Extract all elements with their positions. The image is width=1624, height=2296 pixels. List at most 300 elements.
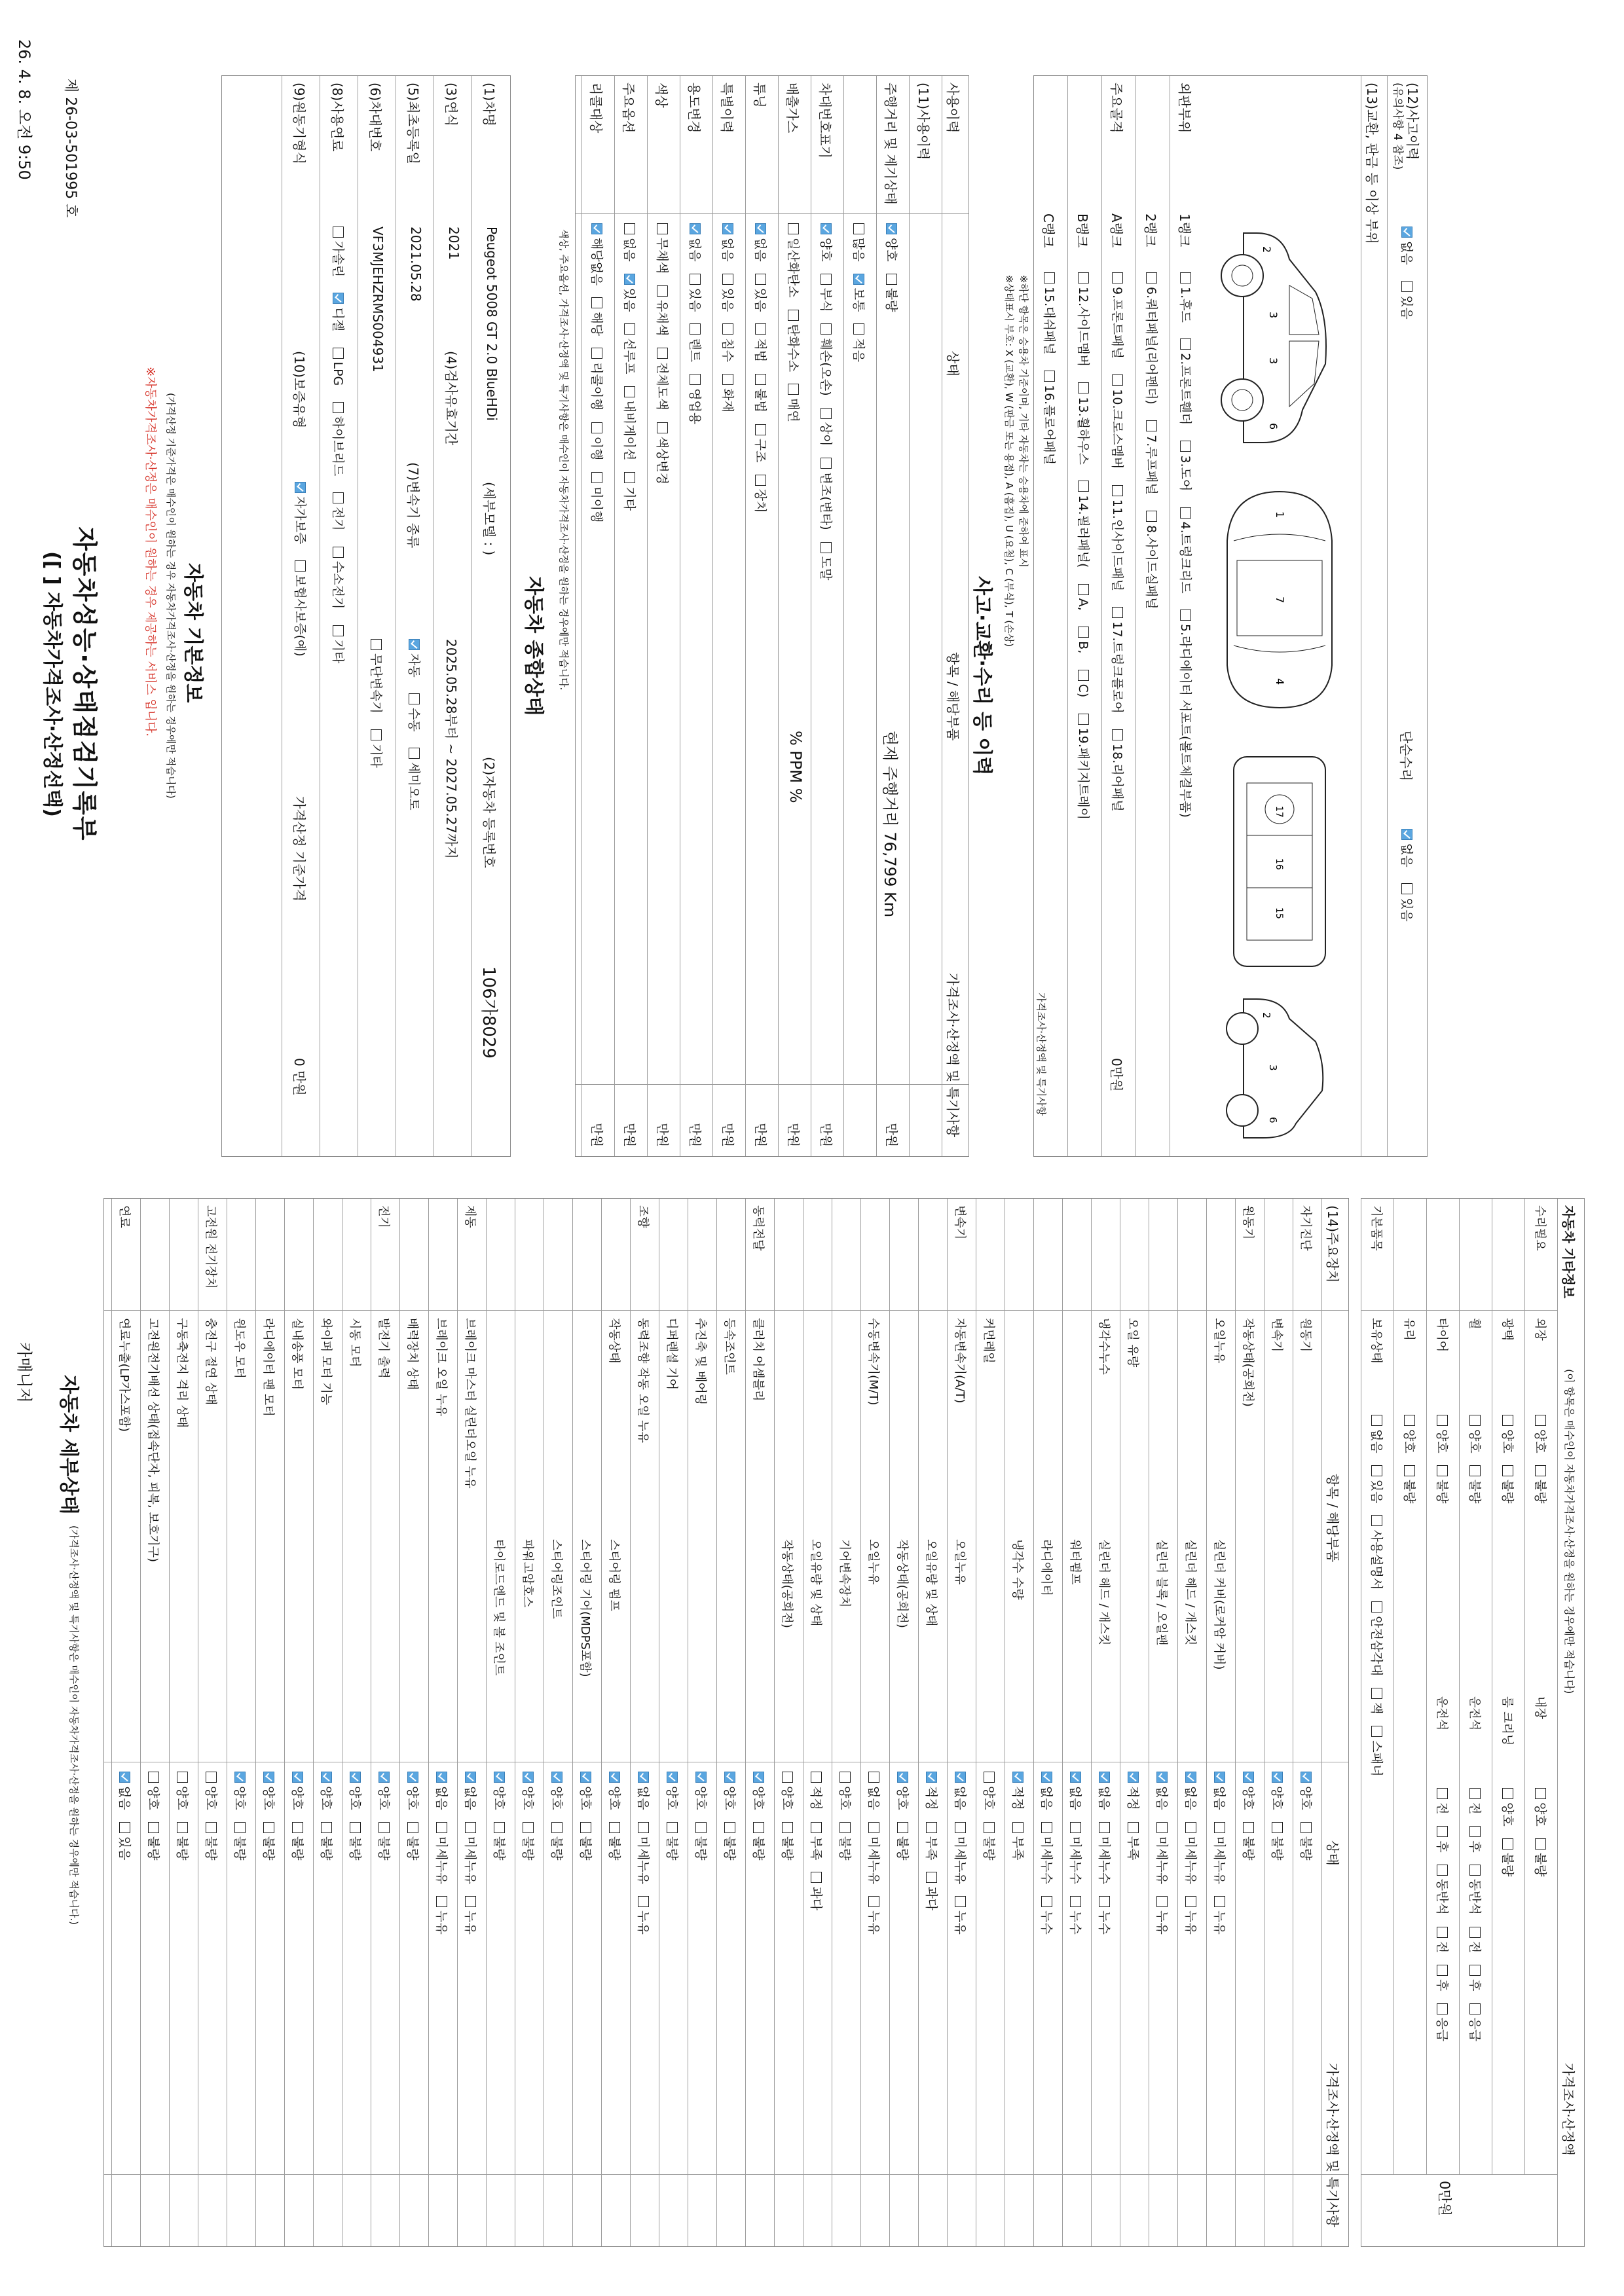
checkbox-option[interactable]: 불량 — [750, 1822, 768, 1861]
checkbox-option[interactable]: 불량 — [578, 1822, 595, 1861]
checkbox-option[interactable]: 미세누유 — [434, 1822, 451, 1884]
checkbox-option[interactable]: 양호 — [1532, 1415, 1550, 1453]
checked-icon[interactable] — [1272, 1772, 1283, 1783]
unchecked-icon[interactable] — [1371, 1515, 1382, 1526]
checkbox-option[interactable]: 불량 — [1240, 1822, 1258, 1861]
checkbox-option[interactable]: 화재 — [720, 374, 737, 412]
unchecked-icon[interactable] — [1502, 1838, 1513, 1850]
unchecked-icon[interactable] — [1404, 1415, 1415, 1426]
checkbox-option[interactable]: 전 — [1434, 1788, 1452, 1814]
checked-icon[interactable] — [926, 1772, 937, 1783]
checkbox-option[interactable]: 적법 — [752, 323, 770, 362]
checkbox-option[interactable]: 양호 — [376, 1772, 394, 1810]
checked-icon[interactable] — [755, 223, 766, 234]
checkbox-option[interactable]: 부족 — [923, 1822, 941, 1861]
checkbox-option[interactable]: 구조 — [752, 424, 770, 463]
checkbox-option[interactable]: 불량 — [779, 1822, 797, 1861]
checked-icon[interactable] — [955, 1772, 966, 1783]
checkbox-option[interactable]: 일산화탄소 — [785, 223, 803, 298]
checkbox-option[interactable]: 부족 — [1010, 1822, 1027, 1861]
checkbox-option[interactable]: 누수 — [1096, 1896, 1114, 1935]
checked-icon[interactable] — [119, 1772, 130, 1783]
checkbox-option[interactable]: 미세누수 — [1067, 1822, 1085, 1884]
unchecked-icon[interactable] — [821, 408, 832, 419]
unchecked-icon[interactable] — [321, 1822, 332, 1833]
checkbox-option[interactable]: 양호 — [1500, 1788, 1517, 1827]
checkbox-option[interactable]: 양호 — [261, 1772, 278, 1810]
checkbox-option[interactable]: 이행 — [589, 422, 606, 461]
checkbox-option[interactable]: 양호 — [174, 1772, 192, 1810]
checkbox-option[interactable]: 누유 — [1183, 1896, 1200, 1935]
checkbox-option[interactable]: 안전삼각대 — [1369, 1601, 1386, 1676]
checkbox-option[interactable]: 양호 — [818, 223, 836, 262]
unchecked-icon[interactable] — [206, 1822, 217, 1833]
checked-icon[interactable] — [695, 1772, 707, 1783]
checkbox-option[interactable]: 양호 — [1401, 1415, 1419, 1453]
unchecked-icon[interactable] — [897, 1822, 908, 1833]
checkbox-option[interactable]: 없음 — [1067, 1772, 1085, 1810]
checkbox-option[interactable]: 없음 — [1096, 1772, 1114, 1810]
unchecked-icon[interactable] — [591, 297, 602, 308]
unchecked-icon[interactable] — [690, 274, 701, 285]
unchecked-icon[interactable] — [1469, 1788, 1481, 1799]
checked-icon[interactable] — [624, 274, 635, 285]
checkbox-option[interactable]: 양호 — [203, 1772, 221, 1810]
unchecked-icon[interactable] — [955, 1822, 966, 1833]
unchecked-icon[interactable] — [1437, 1788, 1448, 1799]
unchecked-icon[interactable] — [1437, 1826, 1448, 1837]
checked-icon[interactable] — [350, 1772, 361, 1783]
unchecked-icon[interactable] — [1371, 1726, 1382, 1737]
unchecked-icon[interactable] — [119, 1822, 130, 1833]
checked-icon[interactable] — [1243, 1772, 1254, 1783]
checkbox-option[interactable]: 없음 — [720, 223, 737, 262]
unchecked-icon[interactable] — [1535, 1788, 1546, 1799]
checkbox-option[interactable]: 부식 — [818, 274, 836, 312]
checkbox-option[interactable]: 양호 — [232, 1772, 249, 1810]
checkbox-option[interactable]: 불량 — [318, 1822, 336, 1861]
unchecked-icon[interactable] — [1371, 1688, 1382, 1699]
unchecked-icon[interactable] — [206, 1772, 217, 1783]
checked-icon[interactable] — [722, 223, 733, 234]
unchecked-icon[interactable] — [1502, 1788, 1513, 1799]
checkbox-option[interactable]: 없음 — [1183, 1772, 1200, 1810]
unchecked-icon[interactable] — [1437, 1415, 1448, 1426]
checkbox-option[interactable]: 불량 — [1500, 1465, 1517, 1504]
checkbox-option[interactable]: 불량 — [1434, 1465, 1452, 1504]
checkbox-option[interactable]: 불량 — [1269, 1822, 1287, 1861]
checkbox-option[interactable]: 불량 — [203, 1822, 221, 1861]
unchecked-icon[interactable] — [263, 1822, 274, 1833]
unchecked-icon[interactable] — [591, 422, 602, 433]
unchecked-icon[interactable] — [1041, 1822, 1052, 1833]
unchecked-icon[interactable] — [523, 1822, 534, 1833]
checked-icon[interactable] — [853, 274, 864, 285]
unchecked-icon[interactable] — [1469, 1927, 1481, 1938]
checkbox-option[interactable]: 영업용 — [687, 374, 705, 424]
checkbox-option[interactable]: 미세누수 — [1096, 1822, 1114, 1884]
checkbox-option[interactable]: 불량 — [491, 1822, 509, 1861]
checkbox-option[interactable]: 없음 — [1039, 1772, 1056, 1810]
checked-icon[interactable] — [465, 1772, 476, 1783]
checkbox-option[interactable]: 스패너 — [1369, 1726, 1386, 1776]
unchecked-icon[interactable] — [436, 1822, 447, 1833]
unchecked-icon[interactable] — [755, 323, 766, 335]
checkbox-option[interactable]: 후 — [1434, 1965, 1452, 1991]
checkbox-option[interactable]: 양호 — [1298, 1772, 1316, 1810]
unchecked-icon[interactable] — [840, 1772, 851, 1783]
unchecked-icon[interactable] — [1041, 1896, 1052, 1907]
checked-icon[interactable] — [1012, 1772, 1024, 1783]
unchecked-icon[interactable] — [722, 323, 733, 335]
unchecked-icon[interactable] — [821, 458, 832, 469]
checkbox-option[interactable]: 색상변경 — [654, 422, 672, 484]
checkbox-option[interactable]: 불량 — [232, 1822, 249, 1861]
unchecked-icon[interactable] — [657, 285, 668, 297]
unchecked-icon[interactable] — [591, 348, 602, 359]
checked-icon[interactable] — [1041, 1772, 1052, 1783]
checkbox-option[interactable]: 응급 — [1434, 2003, 1452, 2042]
unchecked-icon[interactable] — [609, 1822, 620, 1833]
unchecked-icon[interactable] — [868, 1822, 879, 1833]
checkbox-option[interactable]: 매연 — [785, 384, 803, 422]
checkbox-option[interactable]: 양호 — [981, 1772, 999, 1810]
checked-icon[interactable] — [724, 1772, 735, 1783]
unchecked-icon[interactable] — [1012, 1822, 1024, 1833]
checkbox-option[interactable]: 기타 — [621, 472, 639, 511]
unchecked-icon[interactable] — [1437, 2003, 1448, 2014]
checkbox-option[interactable]: 미세누유 — [462, 1822, 480, 1884]
checked-icon[interactable] — [1156, 1772, 1168, 1783]
checkbox-option[interactable]: 적정 — [923, 1772, 941, 1810]
unchecked-icon[interactable] — [1156, 1822, 1168, 1833]
checkbox-option[interactable]: 불량 — [837, 1822, 855, 1861]
unchecked-icon[interactable] — [1437, 1965, 1448, 1976]
checkbox-option[interactable]: 없음 — [635, 1772, 653, 1810]
checked-icon[interactable] — [292, 1772, 303, 1783]
unchecked-icon[interactable] — [1371, 1465, 1382, 1476]
unchecked-icon[interactable] — [955, 1896, 966, 1907]
checkbox-option[interactable]: 과다 — [808, 1872, 826, 1910]
unchecked-icon[interactable] — [755, 475, 766, 486]
checkbox-option[interactable]: 없음 — [952, 1772, 970, 1810]
checkbox-option[interactable]: 누수 — [1067, 1896, 1085, 1935]
unchecked-icon[interactable] — [1469, 1465, 1481, 1476]
unchecked-icon[interactable] — [638, 1822, 649, 1833]
checkbox-option[interactable]: 선루프 — [621, 323, 639, 374]
unchecked-icon[interactable] — [690, 374, 701, 385]
unchecked-icon[interactable] — [755, 374, 766, 385]
checkbox-option[interactable]: 불량 — [895, 1822, 912, 1861]
unchecked-icon[interactable] — [1185, 1822, 1196, 1833]
checkbox-option[interactable]: 불량 — [722, 1822, 739, 1861]
unchecked-icon[interactable] — [465, 1896, 476, 1907]
unchecked-icon[interactable] — [853, 323, 864, 335]
checkbox-option[interactable]: 불량 — [520, 1822, 538, 1861]
checkbox-option[interactable]: 양호 — [578, 1772, 595, 1810]
checkbox-option[interactable]: 유채색 — [654, 285, 672, 336]
checkbox-option[interactable]: 불량 — [1532, 1465, 1550, 1504]
checkbox-option[interactable]: 미세누유 — [635, 1822, 653, 1884]
checkbox-option[interactable]: 누유 — [866, 1896, 883, 1935]
checkbox-option[interactable]: 양호 — [520, 1772, 538, 1810]
checked-icon[interactable] — [1185, 1772, 1196, 1783]
checkbox-option[interactable]: 무채색 — [654, 223, 672, 274]
checked-icon[interactable] — [1214, 1772, 1225, 1783]
unchecked-icon[interactable] — [926, 1872, 937, 1883]
checkbox-option[interactable]: 전 — [1467, 1788, 1485, 1814]
unchecked-icon[interactable] — [722, 374, 733, 385]
unchecked-icon[interactable] — [788, 310, 799, 321]
checkbox-option[interactable]: 양호 — [549, 1772, 566, 1810]
checkbox-option[interactable]: 부족 — [1125, 1822, 1143, 1861]
checkbox-option[interactable]: 양호 — [347, 1772, 365, 1810]
unchecked-icon[interactable] — [624, 386, 635, 397]
unchecked-icon[interactable] — [1070, 1896, 1081, 1907]
checked-icon[interactable] — [821, 223, 832, 234]
unchecked-icon[interactable] — [868, 1896, 879, 1907]
unchecked-icon[interactable] — [657, 422, 668, 433]
checked-icon[interactable] — [667, 1772, 678, 1783]
unchecked-icon[interactable] — [782, 1772, 793, 1783]
checkbox-option[interactable]: 불량 — [606, 1822, 624, 1861]
checked-icon[interactable] — [494, 1772, 505, 1783]
checkbox-option[interactable]: 불량 — [1467, 1465, 1485, 1504]
unchecked-icon[interactable] — [657, 223, 668, 234]
checkbox-option[interactable]: 불량 — [174, 1822, 192, 1861]
checked-icon[interactable] — [897, 1772, 908, 1783]
checkbox-option[interactable]: 불량 — [347, 1822, 365, 1861]
checked-icon[interactable] — [407, 1772, 418, 1783]
checkbox-option[interactable]: 전 — [1467, 1927, 1485, 1953]
checkbox-option[interactable]: 있음 — [752, 274, 770, 312]
unchecked-icon[interactable] — [1469, 1415, 1481, 1426]
checkbox-option[interactable]: 전 — [1434, 1927, 1452, 1953]
checkbox-option[interactable]: 불량 — [1298, 1822, 1316, 1861]
checked-icon[interactable] — [378, 1772, 390, 1783]
unchecked-icon[interactable] — [811, 1772, 822, 1783]
checked-icon[interactable] — [436, 1772, 447, 1783]
unchecked-icon[interactable] — [1099, 1896, 1110, 1907]
checkbox-option[interactable]: 누유 — [1211, 1896, 1229, 1935]
unchecked-icon[interactable] — [755, 424, 766, 435]
checkbox-option[interactable]: 동반석 — [1434, 1865, 1452, 1915]
checkbox-option[interactable]: 불량 — [693, 1822, 710, 1861]
checkbox-option[interactable]: 없음 — [1369, 1415, 1386, 1453]
unchecked-icon[interactable] — [1070, 1822, 1081, 1833]
checked-icon[interactable] — [1099, 1772, 1110, 1783]
unchecked-icon[interactable] — [853, 223, 864, 234]
checkbox-option[interactable]: 해당없음 — [589, 223, 606, 285]
unchecked-icon[interactable] — [638, 1896, 649, 1907]
unchecked-icon[interactable] — [1404, 1465, 1415, 1476]
checkbox-option[interactable]: 양호 — [289, 1772, 307, 1810]
checkbox-option[interactable]: 양호 — [895, 1772, 912, 1810]
checkbox-option[interactable]: 적정 — [808, 1772, 826, 1810]
unchecked-icon[interactable] — [234, 1822, 246, 1833]
checkbox-option[interactable]: 누수 — [1039, 1896, 1056, 1935]
unchecked-icon[interactable] — [148, 1772, 159, 1783]
checkbox-option[interactable]: 후 — [1467, 1826, 1485, 1852]
checkbox-option[interactable]: 과다 — [923, 1872, 941, 1910]
checked-icon[interactable] — [886, 223, 897, 234]
unchecked-icon[interactable] — [811, 1872, 822, 1883]
checkbox-option[interactable]: 미세누유 — [1154, 1822, 1172, 1884]
unchecked-icon[interactable] — [1371, 1415, 1382, 1426]
unchecked-icon[interactable] — [1469, 1826, 1481, 1837]
checkbox-option[interactable]: 장치 — [752, 475, 770, 513]
unchecked-icon[interactable] — [1099, 1822, 1110, 1833]
checkbox-option[interactable]: 해당 — [589, 297, 606, 336]
checkbox-option[interactable]: 변조(변타) — [818, 458, 836, 530]
checkbox-option[interactable]: 양호 — [1500, 1415, 1517, 1453]
checkbox-option[interactable]: 없음 — [462, 1772, 480, 1810]
unchecked-icon[interactable] — [1469, 1965, 1481, 1976]
checkbox-option[interactable]: 보통 — [851, 274, 868, 312]
checked-icon[interactable] — [551, 1772, 563, 1783]
checkbox-option[interactable]: 렌트 — [687, 323, 705, 362]
checkbox-option[interactable]: 누유 — [635, 1896, 653, 1935]
checkbox-option[interactable]: 미세누유 — [866, 1822, 883, 1884]
unchecked-icon[interactable] — [624, 323, 635, 335]
checkbox-option[interactable]: 내비게이션 — [621, 386, 639, 461]
checked-icon[interactable] — [638, 1772, 649, 1783]
checkbox-option[interactable]: 양호 — [1240, 1772, 1258, 1810]
checked-icon[interactable] — [580, 1772, 591, 1783]
checkbox-option[interactable]: 없음 — [752, 223, 770, 262]
unchecked-icon[interactable] — [1272, 1822, 1283, 1833]
checkbox-option[interactable]: 미세누유 — [1183, 1822, 1200, 1884]
checkbox-option[interactable]: 불량 — [1532, 1838, 1550, 1877]
checkbox-option[interactable]: 불량 — [145, 1822, 163, 1861]
unchecked-icon[interactable] — [624, 223, 635, 234]
checkbox-option[interactable]: 미세누유 — [1211, 1822, 1229, 1884]
checkbox-option[interactable]: 미세누유 — [952, 1822, 970, 1884]
checkbox-option[interactable]: 탄화수소 — [785, 310, 803, 372]
checked-icon[interactable] — [609, 1772, 620, 1783]
checkbox-option[interactable]: 많음 — [851, 223, 868, 262]
checkbox-option[interactable]: 불량 — [981, 1822, 999, 1861]
checkbox-option[interactable]: 미이행 — [589, 472, 606, 522]
checkbox-option[interactable]: 리콜이행 — [589, 348, 606, 410]
checked-icon[interactable] — [1070, 1772, 1081, 1783]
checkbox-option[interactable]: 불법 — [752, 374, 770, 412]
checkbox-option[interactable]: 불량 — [549, 1822, 566, 1861]
checkbox-option[interactable]: 양호 — [1467, 1415, 1485, 1453]
checkbox-option[interactable]: 양호 — [664, 1772, 682, 1810]
checkbox-option[interactable]: 양호 — [1269, 1772, 1287, 1810]
unchecked-icon[interactable] — [436, 1896, 447, 1907]
checkbox-option[interactable]: 불량 — [405, 1822, 422, 1861]
unchecked-icon[interactable] — [148, 1822, 159, 1833]
unchecked-icon[interactable] — [755, 274, 766, 285]
checkbox-option[interactable]: 없음 — [1211, 1772, 1229, 1810]
unchecked-icon[interactable] — [350, 1822, 361, 1833]
checkbox-option[interactable]: 양호 — [1532, 1788, 1550, 1827]
unchecked-icon[interactable] — [1301, 1822, 1312, 1833]
checked-icon[interactable] — [753, 1772, 764, 1783]
checked-icon[interactable] — [1301, 1772, 1312, 1783]
unchecked-icon[interactable] — [624, 472, 635, 483]
unchecked-icon[interactable] — [1243, 1822, 1254, 1833]
unchecked-icon[interactable] — [788, 384, 799, 395]
unchecked-icon[interactable] — [724, 1822, 735, 1833]
checkbox-option[interactable]: 양호 — [1434, 1415, 1452, 1453]
unchecked-icon[interactable] — [1535, 1415, 1546, 1426]
checked-icon[interactable] — [690, 223, 701, 234]
checkbox-option[interactable]: 없음 — [117, 1772, 134, 1810]
unchecked-icon[interactable] — [1214, 1896, 1225, 1907]
checkbox-option[interactable]: 양호 — [606, 1772, 624, 1810]
unchecked-icon[interactable] — [821, 274, 832, 285]
checkbox-option[interactable]: 응급 — [1467, 2003, 1485, 2042]
checkbox-option[interactable]: 양호 — [318, 1772, 336, 1810]
unchecked-icon[interactable] — [926, 1822, 937, 1833]
checkbox-option[interactable]: 양호 — [693, 1772, 710, 1810]
unchecked-icon[interactable] — [811, 1822, 822, 1833]
unchecked-icon[interactable] — [1156, 1896, 1168, 1907]
checkbox-option[interactable]: 양호 — [883, 223, 901, 262]
checkbox-option[interactable]: 불량 — [664, 1822, 682, 1861]
unchecked-icon[interactable] — [1437, 1465, 1448, 1476]
unchecked-icon[interactable] — [1128, 1822, 1139, 1833]
unchecked-icon[interactable] — [177, 1822, 188, 1833]
unchecked-icon[interactable] — [551, 1822, 563, 1833]
unchecked-icon[interactable] — [788, 223, 799, 234]
unchecked-icon[interactable] — [886, 274, 897, 285]
checkbox-option[interactable]: 불량 — [289, 1822, 307, 1861]
checkbox-option[interactable]: 누유 — [462, 1896, 480, 1935]
unchecked-icon[interactable] — [821, 542, 832, 553]
unchecked-icon[interactable] — [494, 1822, 505, 1833]
unchecked-icon[interactable] — [984, 1772, 995, 1783]
checkbox-option[interactable]: 도말 — [818, 542, 836, 581]
checkbox-option[interactable]: 동반석 — [1467, 1865, 1485, 1915]
checkbox-option[interactable]: 없음 — [1154, 1772, 1172, 1810]
unchecked-icon[interactable] — [1469, 2003, 1481, 2014]
unchecked-icon[interactable] — [177, 1772, 188, 1783]
unchecked-icon[interactable] — [984, 1822, 995, 1833]
unchecked-icon[interactable] — [1469, 1865, 1481, 1876]
unchecked-icon[interactable] — [690, 323, 701, 335]
unchecked-icon[interactable] — [722, 274, 733, 285]
checkbox-option[interactable]: 양호 — [405, 1772, 422, 1810]
checkbox-option[interactable]: 전체도색 — [654, 348, 672, 410]
checkbox-option[interactable]: 사용설명서 — [1369, 1515, 1386, 1590]
checkbox-option[interactable]: 양호 — [779, 1772, 797, 1810]
checked-icon[interactable] — [234, 1772, 246, 1783]
unchecked-icon[interactable] — [868, 1772, 879, 1783]
unchecked-icon[interactable] — [1535, 1838, 1546, 1850]
checkbox-option[interactable]: 적정 — [1010, 1772, 1027, 1810]
unchecked-icon[interactable] — [1437, 1865, 1448, 1876]
unchecked-icon[interactable] — [695, 1822, 707, 1833]
checkbox-option[interactable]: 불량 — [1500, 1838, 1517, 1877]
unchecked-icon[interactable] — [580, 1822, 591, 1833]
checkbox-option[interactable]: 있음 — [720, 274, 737, 312]
checkbox-option[interactable]: 누유 — [1154, 1896, 1172, 1935]
checkbox-option[interactable]: 없음 — [434, 1772, 451, 1810]
checkbox-option[interactable]: 있음 — [687, 274, 705, 312]
checkbox-option[interactable]: 훼손(오손) — [818, 323, 836, 395]
unchecked-icon[interactable] — [1185, 1896, 1196, 1907]
unchecked-icon[interactable] — [782, 1822, 793, 1833]
checkbox-option[interactable]: 양호 — [491, 1772, 509, 1810]
checkbox-option[interactable]: 적정 — [1125, 1772, 1143, 1810]
unchecked-icon[interactable] — [1502, 1415, 1513, 1426]
unchecked-icon[interactable] — [1502, 1465, 1513, 1476]
unchecked-icon[interactable] — [407, 1822, 418, 1833]
